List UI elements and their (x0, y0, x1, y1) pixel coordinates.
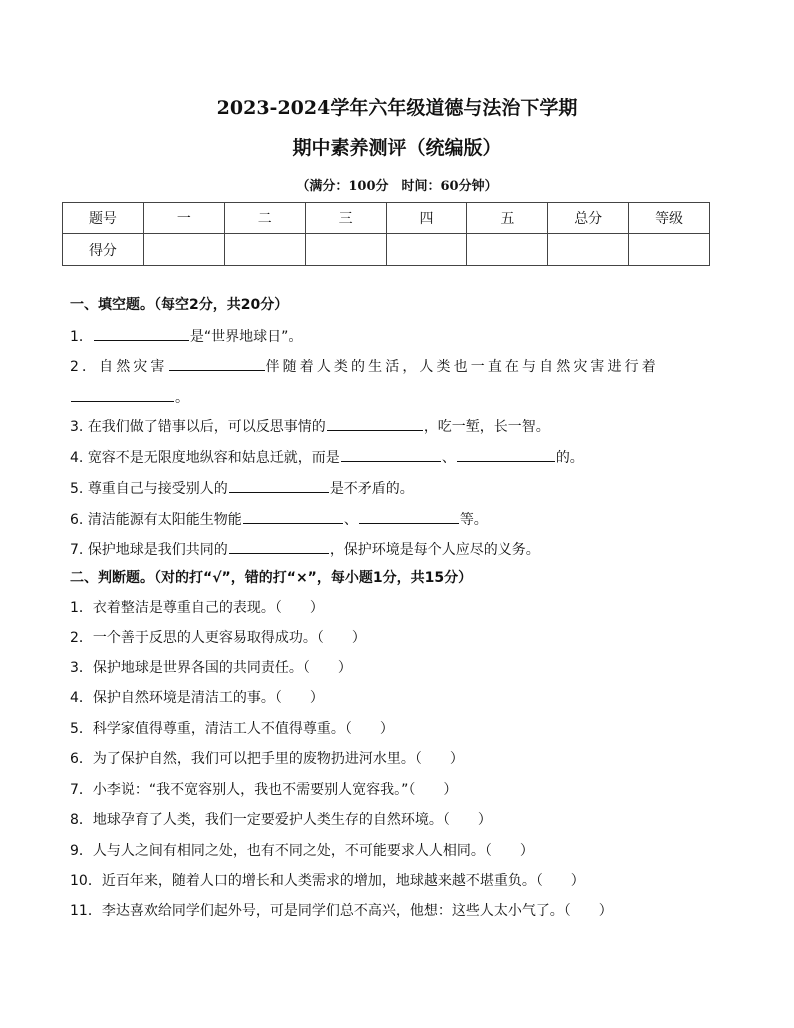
question-text: 。 (175, 390, 189, 406)
score-cell[interactable] (629, 234, 710, 266)
judge-item: 2．一个善于反思的人更容易取得成功。（ ） (70, 630, 366, 646)
score-header-cell: 总分 (548, 203, 629, 234)
question-1-2-cont (70, 386, 189, 407)
judge-item: 8．地球孕育了人类，我们一定要爱护人类生存的自然环境。（ ） (70, 812, 492, 828)
score-header-cell: 一 (143, 203, 224, 234)
score-cell[interactable] (143, 234, 224, 266)
question-number: 5. (70, 481, 84, 497)
question-number: 7. (70, 542, 84, 558)
question-number: 6. (70, 512, 84, 528)
question-1-2 (70, 355, 659, 376)
question-1-3 (70, 415, 550, 436)
score-header-cell: 题号 (63, 203, 144, 234)
question-1-4 (70, 446, 584, 467)
score-cell[interactable] (548, 234, 629, 266)
question-text: 、 (343, 512, 358, 528)
question-text: 保护地球是我们共同的 (87, 542, 228, 558)
score-header-cell: 四 (386, 203, 467, 234)
question-text: 伴随着人类的生活，人类也一直在与自然灾害进行着 (265, 359, 659, 375)
question-text: 清洁能源有太阳能生物能 (87, 512, 242, 528)
answer-blank[interactable] (94, 325, 189, 341)
answer-blank[interactable] (341, 446, 441, 462)
question-text: 是“世界地球日”。 (189, 329, 303, 345)
question-text: 是不矛盾的。 (329, 481, 414, 497)
question-text: ，吃一堑，长一智。 (423, 419, 550, 435)
answer-blank[interactable] (169, 355, 265, 371)
answer-blank[interactable] (327, 415, 423, 431)
score-header-cell: 三 (305, 203, 386, 234)
question-text: 尊重自己与接受别人的 (87, 481, 228, 497)
judge-item: 3．保护地球是世界各国的共同责任。（ ） (70, 660, 352, 676)
exam-info: （满分：100分 时间：60分钟） (296, 179, 498, 194)
judge-item: 1．衣着整洁是尊重自己的表现。（ ） (70, 600, 324, 616)
score-cell[interactable] (305, 234, 386, 266)
question-text: 在我们做了错事以后，可以反思事情的 (87, 419, 326, 435)
judge-item: 5．科学家值得尊重，清洁工人不值得尊重。（ ） (70, 721, 394, 737)
judge-item: 11．李达喜欢给同学们起外号，可是同学们总不高兴，他想：这些人太小气了。（ ） (70, 903, 613, 919)
score-header-cell: 等级 (629, 203, 710, 234)
judge-item: 6．为了保护自然，我们可以把手里的废物扔进河水里。（ ） (70, 751, 464, 767)
question-number: 4. (70, 450, 84, 466)
answer-blank[interactable] (229, 538, 329, 554)
score-table-score-row (63, 234, 710, 266)
judge-item: 7．小李说：“我不宽容别人，我也不需要别人宽容我。”（ ） (70, 782, 458, 798)
score-cell[interactable] (386, 234, 467, 266)
judge-item: 4．保护自然环境是清洁工的事。（ ） (70, 690, 324, 706)
answer-blank[interactable] (457, 446, 555, 462)
answer-blank[interactable] (243, 508, 343, 524)
question-1-7 (70, 538, 540, 559)
question-text: ，保护环境是每个人应尽的义务。 (329, 542, 540, 558)
question-text: 宽容不是无限度地纵容和姑息迁就，而是 (87, 450, 340, 466)
question-text: 自然灾害 (99, 359, 168, 375)
section-2-heading: 二、判断题。（对的打“√”，错的打“×”，每小题1分，共15分） (70, 570, 473, 586)
question-1-5 (70, 477, 414, 498)
answer-blank[interactable] (359, 508, 459, 524)
question-number: 2． (70, 359, 100, 375)
question-text: 等。 (459, 512, 488, 528)
score-row-label: 得分 (63, 234, 144, 266)
answer-blank[interactable] (229, 477, 329, 493)
question-text: 、 (441, 450, 456, 466)
question-number: 1． (70, 329, 93, 345)
score-table-header-row (63, 203, 710, 234)
judge-item: 10．近百年来，随着人口的增长和人类需求的增加，地球越来越不堪重负。（ ） (70, 873, 585, 889)
score-cell[interactable] (467, 234, 548, 266)
section-1-heading: 一、填空题。（每空2分，共20分） (70, 297, 289, 313)
question-1-1 (70, 325, 302, 346)
score-header-cell: 二 (224, 203, 305, 234)
document-title: 2023-2024学年六年级道德与法治下学期 (216, 97, 578, 119)
score-header-cell: 五 (467, 203, 548, 234)
answer-blank[interactable] (71, 386, 174, 402)
score-cell[interactable] (224, 234, 305, 266)
score-table (62, 202, 710, 266)
question-1-6 (70, 508, 488, 529)
document-subtitle: 期中素养测评（统编版） (292, 137, 502, 159)
judge-item: 9．人与人之间有相同之处，也有不同之处，不可能要求人人相同。（ ） (70, 843, 534, 859)
question-text: 的。 (555, 450, 584, 466)
question-number: 3. (70, 419, 84, 435)
